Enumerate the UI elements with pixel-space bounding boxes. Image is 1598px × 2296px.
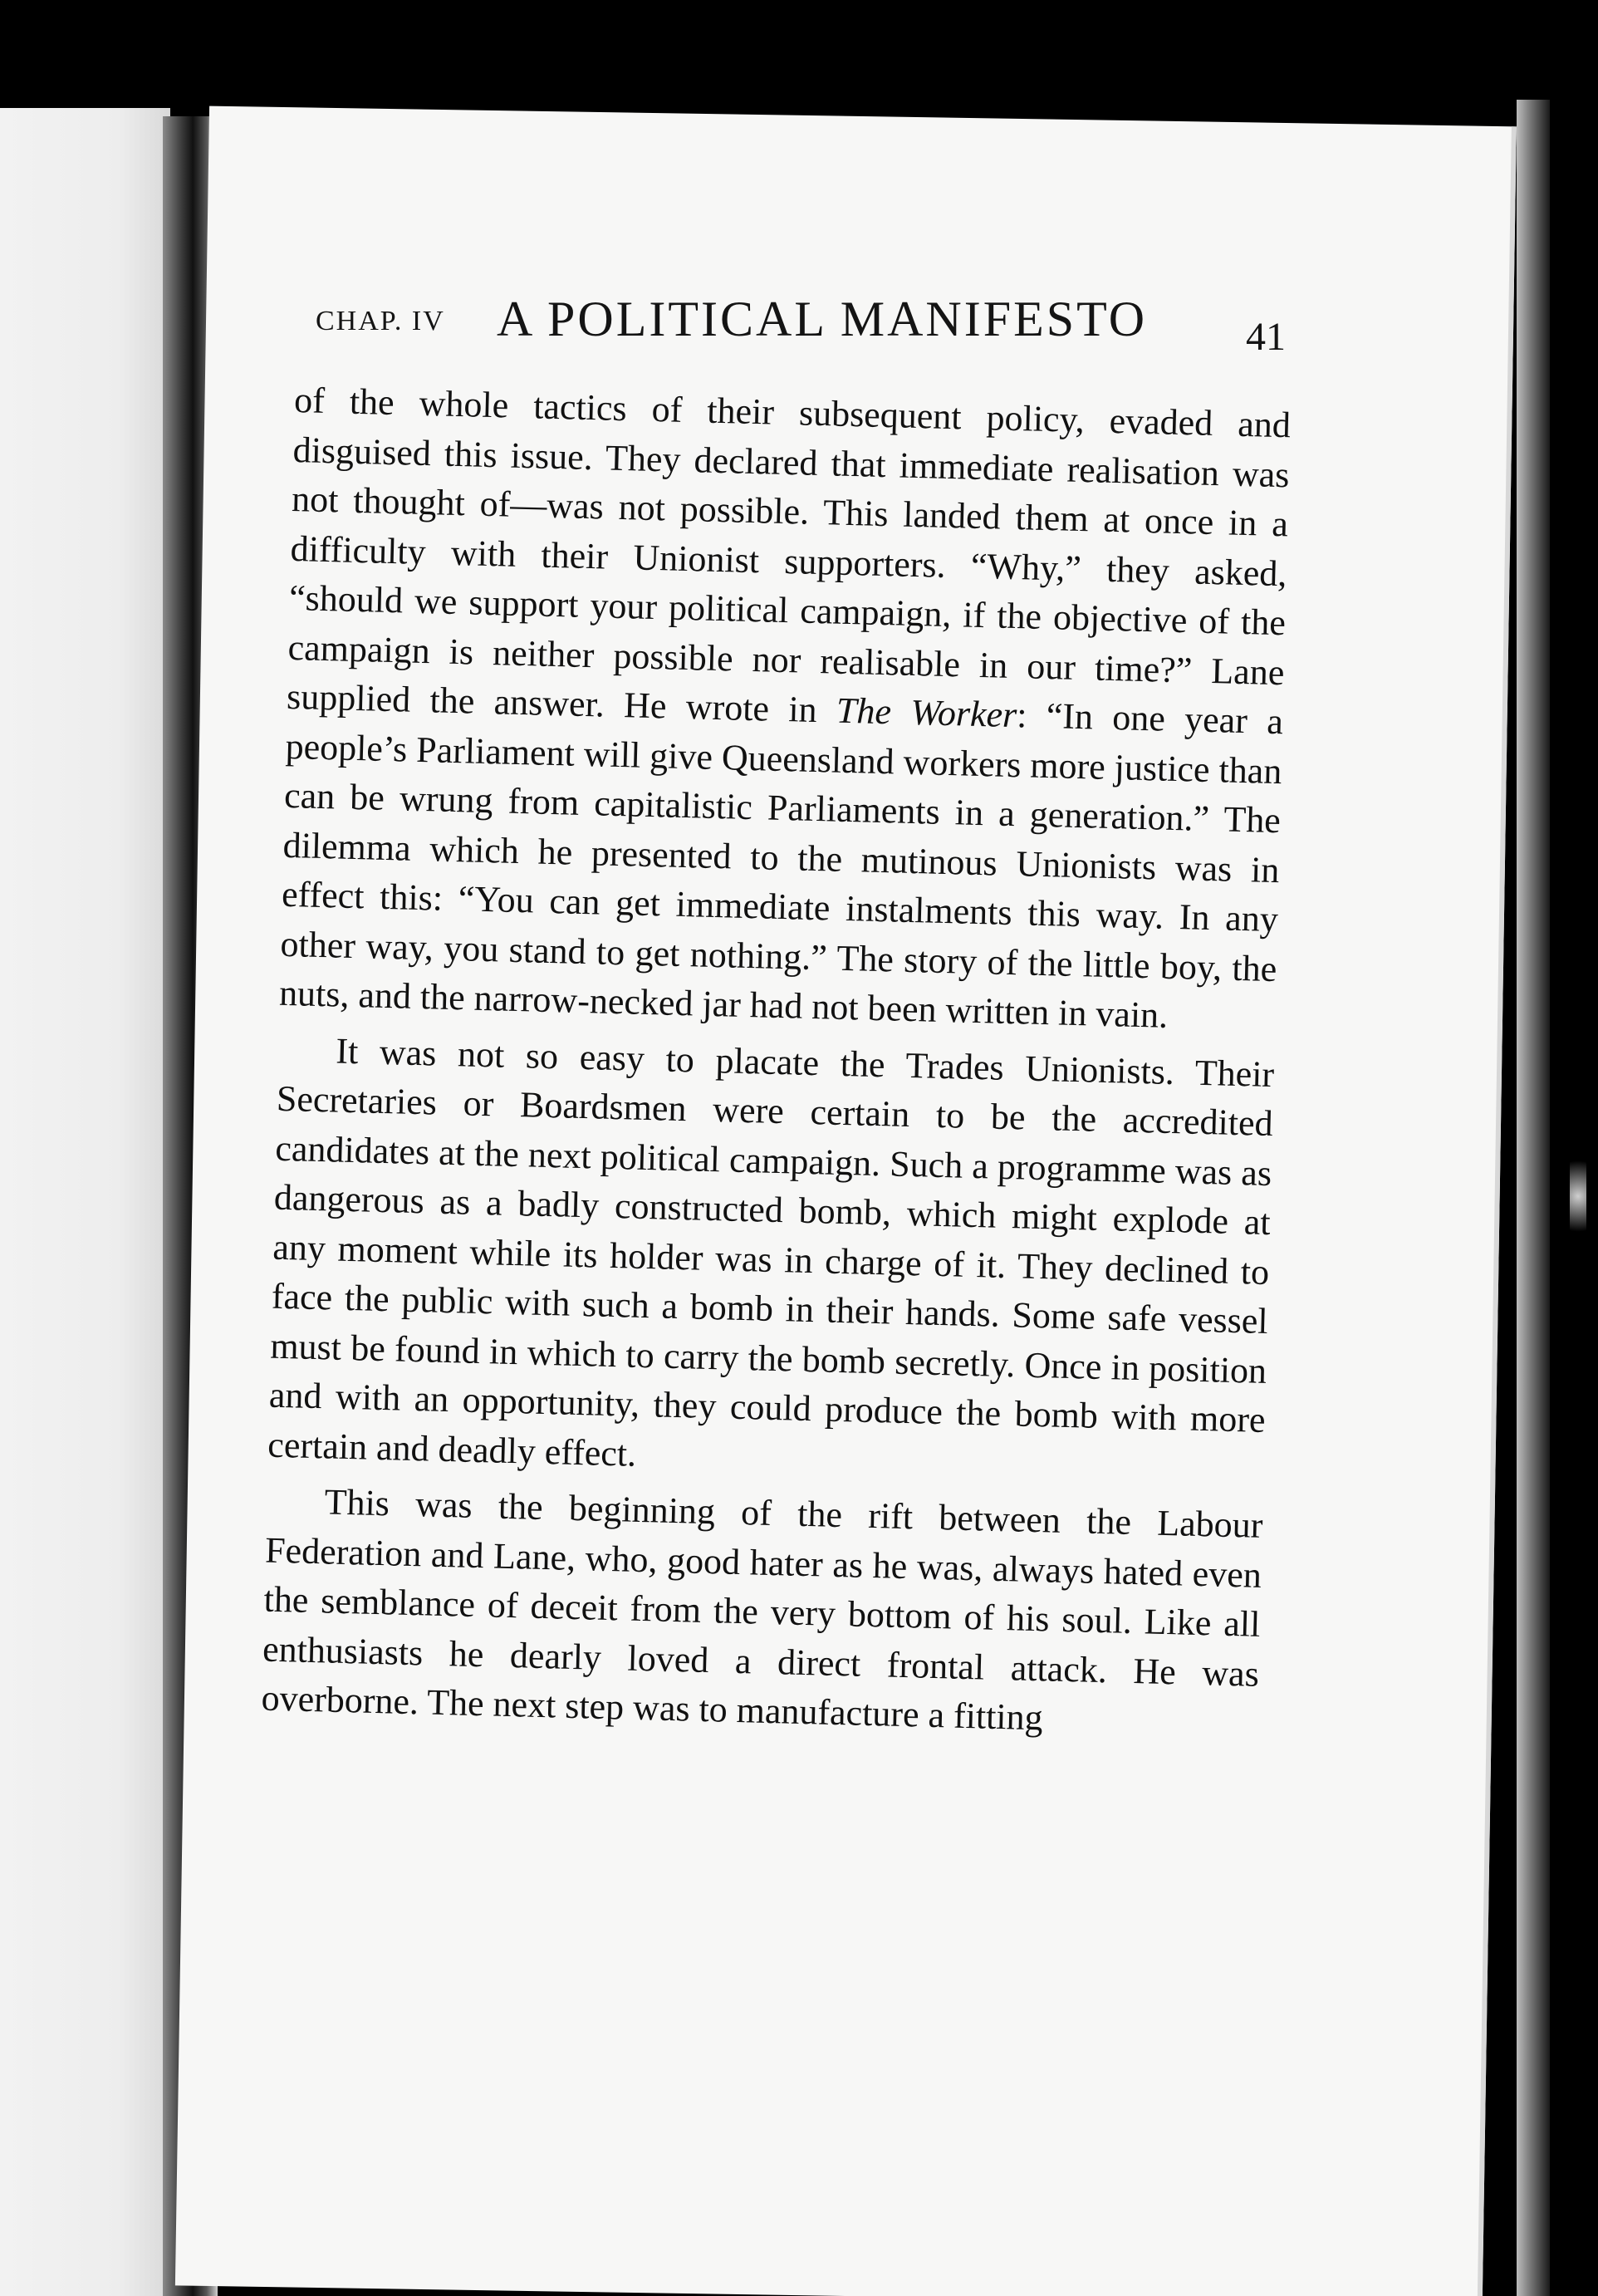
running-head bbox=[316, 291, 1312, 357]
paragraph bbox=[278, 375, 1291, 1043]
italic-run: The Worker bbox=[836, 689, 1017, 736]
text-run: of the whole tactics of their subsequent policy, evaded and disguised this issue. They declared that immediate realisation was not thought of—was not possible. This landed them at once in a difficulty with their Unionist supporters. “Why,” they asked, “should we support your political campaign, if the objective of the campaign is neither possible nor realisable in our time?” Lane supplied the answer. He wrote in bbox=[286, 379, 1292, 731]
text-run: This was the beginning of the rift between the Labour Federation and Lane, who, good hater as he was, always hated even the semblance of deceit from the very bottom of his soul. Like all enthusiasts he dearly loved a direct frontal attack. He was overborne. The next step was to manufacture a fitting bbox=[261, 1481, 1263, 1739]
chapter-label: CHAP. IV bbox=[316, 306, 445, 336]
facing-page bbox=[0, 108, 170, 2296]
body-text bbox=[261, 375, 1292, 1748]
scan-smudge bbox=[1570, 1146, 1586, 1246]
text-run: : “In one year a people’s Parliament will give Queensland workers more justice than can be wrung from capitalistic Parliaments in a generation.” The dilemma which he presented to the mutinous Unionists was in effect this: “You can get immediate instalments this way. In any other way, you stand to get nothing.” The story of the little boy, the nuts, and the narrow-necked jar had not been written in vain. bbox=[278, 694, 1284, 1036]
running-title: A POLITICAL MANIFESTO bbox=[497, 292, 1148, 346]
text-run: It was not so easy to placate the Trades Unionists. Their Secretaries or Boardsmen were certain to be the accredited candidates at the next political campaign. Such a programme was as dangerous as a badly constructed bomb, which might explode at any moment while its holder was in charge of it. They declined to face the public with such a bomb in their hands. Some safe vessel must be found in which to carry the bomb secretly. Once in position and with an opportunity, they could produce the bomb with more certain and deadly effect. bbox=[267, 1030, 1275, 1474]
page-number: 41 bbox=[1246, 315, 1286, 359]
paragraph bbox=[261, 1476, 1263, 1749]
paragraph bbox=[267, 1024, 1275, 1494]
page-edge-shadow bbox=[1517, 100, 1550, 2296]
